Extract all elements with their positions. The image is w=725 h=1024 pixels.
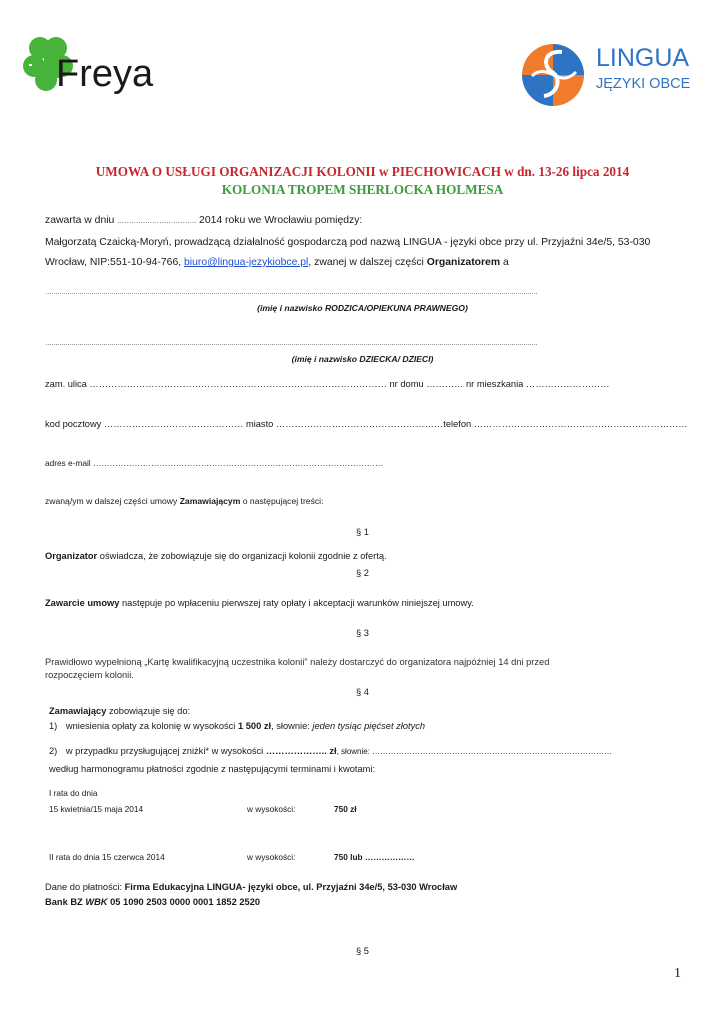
installment-1-label: I rata do dnia: [49, 788, 98, 798]
bank-number: 05 1090 2503 0000 0001 1852 2520: [110, 897, 261, 907]
intro-line-date: [45, 215, 362, 226]
section-2-heading: § 2: [356, 568, 369, 578]
section-3-line1: Prawidłowo wypełnioną „Kartę kwalifikacyjną uczestnika kolonii” należy dostarczyć do organizatora najpóźniej 14 dni przed: [45, 657, 550, 667]
section-4-intro: [49, 706, 190, 716]
intro-nip: Wrocław, NIP:551-10-94-766,: [45, 257, 182, 268]
section-2-body: następuje po wpłaceniu pierwszej raty opłaty i akceptacji warunków niniejszej umowy.: [122, 598, 474, 608]
section-2-text: [45, 598, 474, 608]
section-4-bold: Zamawiający: [49, 706, 107, 716]
item-1-words: jeden tysiąc pięćset złotych: [312, 721, 426, 731]
zamawiajacy-term: Zamawiającym: [179, 496, 241, 506]
item-1-amount: 1 500 zł: [237, 721, 272, 731]
contract-title: UMOWA O USŁUGI ORGANIZACJI KOLONII w PIECHOWICACH w dn. 13-26 lipca 2014: [95, 164, 630, 179]
payment-label: Dane do płatności:: [45, 882, 123, 892]
organizer-email-link[interactable]: biuro@lingua-jezykiobce.pl: [184, 257, 309, 268]
installment-2-amount: [334, 852, 415, 862]
parent-name-field[interactable]: …………………………………………………………………………………………………………………………………………………………………………………………………………………………: [45, 289, 537, 296]
freya-logo: [22, 36, 172, 106]
item-2-words-field[interactable]: , słownie: ………………………………………………………………………………: [336, 747, 613, 756]
lingua-logo-name: LINGUA: [596, 44, 690, 72]
bank-name: Bank BZ: [45, 897, 83, 907]
installment-2-field[interactable]: ………………: [364, 852, 415, 862]
item-1-text: wniesienia opłaty za kolonię w wysokości: [65, 721, 236, 731]
zamawiajacy-line: [45, 496, 323, 506]
lingua-globe-icon: [522, 42, 584, 108]
section-4-item-1: [49, 721, 425, 731]
installment-2-amount-label: w wysokości:: [247, 852, 296, 862]
intro-nip-mid: , zwanej w dalszej części: [308, 257, 424, 268]
address-postal-line[interactable]: kod pocztowy ……………………………………… miasto ………………………………………………telefon ……………………………………………………………: [45, 419, 688, 429]
installment-2-date: II rata do dnia 15 czerwca 2014: [49, 852, 165, 862]
section-1-bold: Organizator: [45, 551, 98, 561]
item-1-mid: , słownie:: [271, 721, 310, 731]
zamawiajacy-pre: zwaną/ym w dalszej części umowy: [45, 496, 178, 506]
bank-abbrev: WBK: [85, 897, 108, 907]
section-1-body: oświadcza, że zobowiązuje się do organizacji kolonii zgodnie z ofertą.: [99, 551, 387, 561]
installment-1-date: 15 kwietnia/15 maja 2014: [49, 804, 144, 814]
lingua-logo: [522, 40, 702, 110]
item-2-text: w przypadku przysługującej zniżki* w wysokości: [65, 746, 264, 756]
page-number: 1: [674, 966, 681, 981]
child-name-field[interactable]: …………………………………………………………………………………………………………………………………………………………………………………………………………………………: [45, 340, 537, 347]
bank-account: [45, 897, 260, 907]
child-name-label: (imię i nazwisko DZIECKA/ DZIECI): [291, 354, 434, 364]
address-street-line[interactable]: zam. ulica …………………………………………………………………………………… nr domu ………… nr mieszkania ………………………: [45, 379, 610, 389]
section-4-schedule: według harmonogramu płatności zgodnie z następującymi terminami i kwotami:: [49, 764, 376, 774]
intro-line-organizer: Małgorzatą Czaicką-Moryń, prowadzącą działalność gospodarczą pod nazwą LINGUA - języki obce przy ul. Przyjaźni 34e/5, 53-030: [45, 237, 651, 248]
intro-date-year: 2014 roku we Wrocławiu pomiędzy:: [199, 215, 363, 226]
intro-nip-end: a: [502, 257, 509, 268]
installment-1-amount-label: w wysokości:: [247, 804, 296, 814]
organizer-term: Organizatorem: [426, 257, 501, 268]
freya-logo-text: Freya: [56, 53, 154, 95]
section-5-heading: § 5: [356, 946, 369, 956]
section-1-heading: § 1: [356, 527, 369, 537]
zamawiajacy-post: o następującej treści:: [242, 496, 324, 506]
section-2-bold: Zawarcie umowy: [45, 598, 120, 608]
item-1-number: 1): [49, 721, 58, 731]
intro-date-label: zawarta w dniu: [45, 215, 115, 226]
item-2-discount-field[interactable]: ……………….. zł: [265, 746, 337, 756]
installment-1-amount: 750 zł: [334, 804, 357, 814]
payment-company: Firma Edukacyjna LINGUA- języki obce, ul. Przyjaźni 34e/5, 53-030 Wrocław: [124, 882, 458, 892]
section-4-intro-text: zobowiązuje się do:: [108, 706, 191, 716]
section-3-line2: rozpoczęciem kolonii.: [45, 670, 134, 680]
intro-line-nip: [45, 257, 509, 268]
section-1-text: [45, 551, 387, 561]
intro-date-dots: …………………………….: [117, 218, 197, 225]
section-4-item-2: [49, 746, 612, 756]
installment-2-value: 750 lub: [334, 852, 363, 862]
email-line[interactable]: adres e-mail ……………………………………………………………………………………………: [45, 458, 384, 468]
contract-subtitle: KOLONIA TROPEM SHERLOCKA HOLMESA: [221, 182, 504, 197]
section-3-heading: § 3: [356, 628, 369, 638]
parent-name-label: (imię i nazwisko RODZICA/OPIEKUNA PRAWNEGO): [257, 303, 468, 313]
section-4-heading: § 4: [356, 687, 369, 697]
item-2-number: 2): [49, 746, 58, 756]
lingua-logo-sub: JĘZYKI OBCE: [596, 76, 691, 92]
payment-details: [45, 882, 457, 892]
